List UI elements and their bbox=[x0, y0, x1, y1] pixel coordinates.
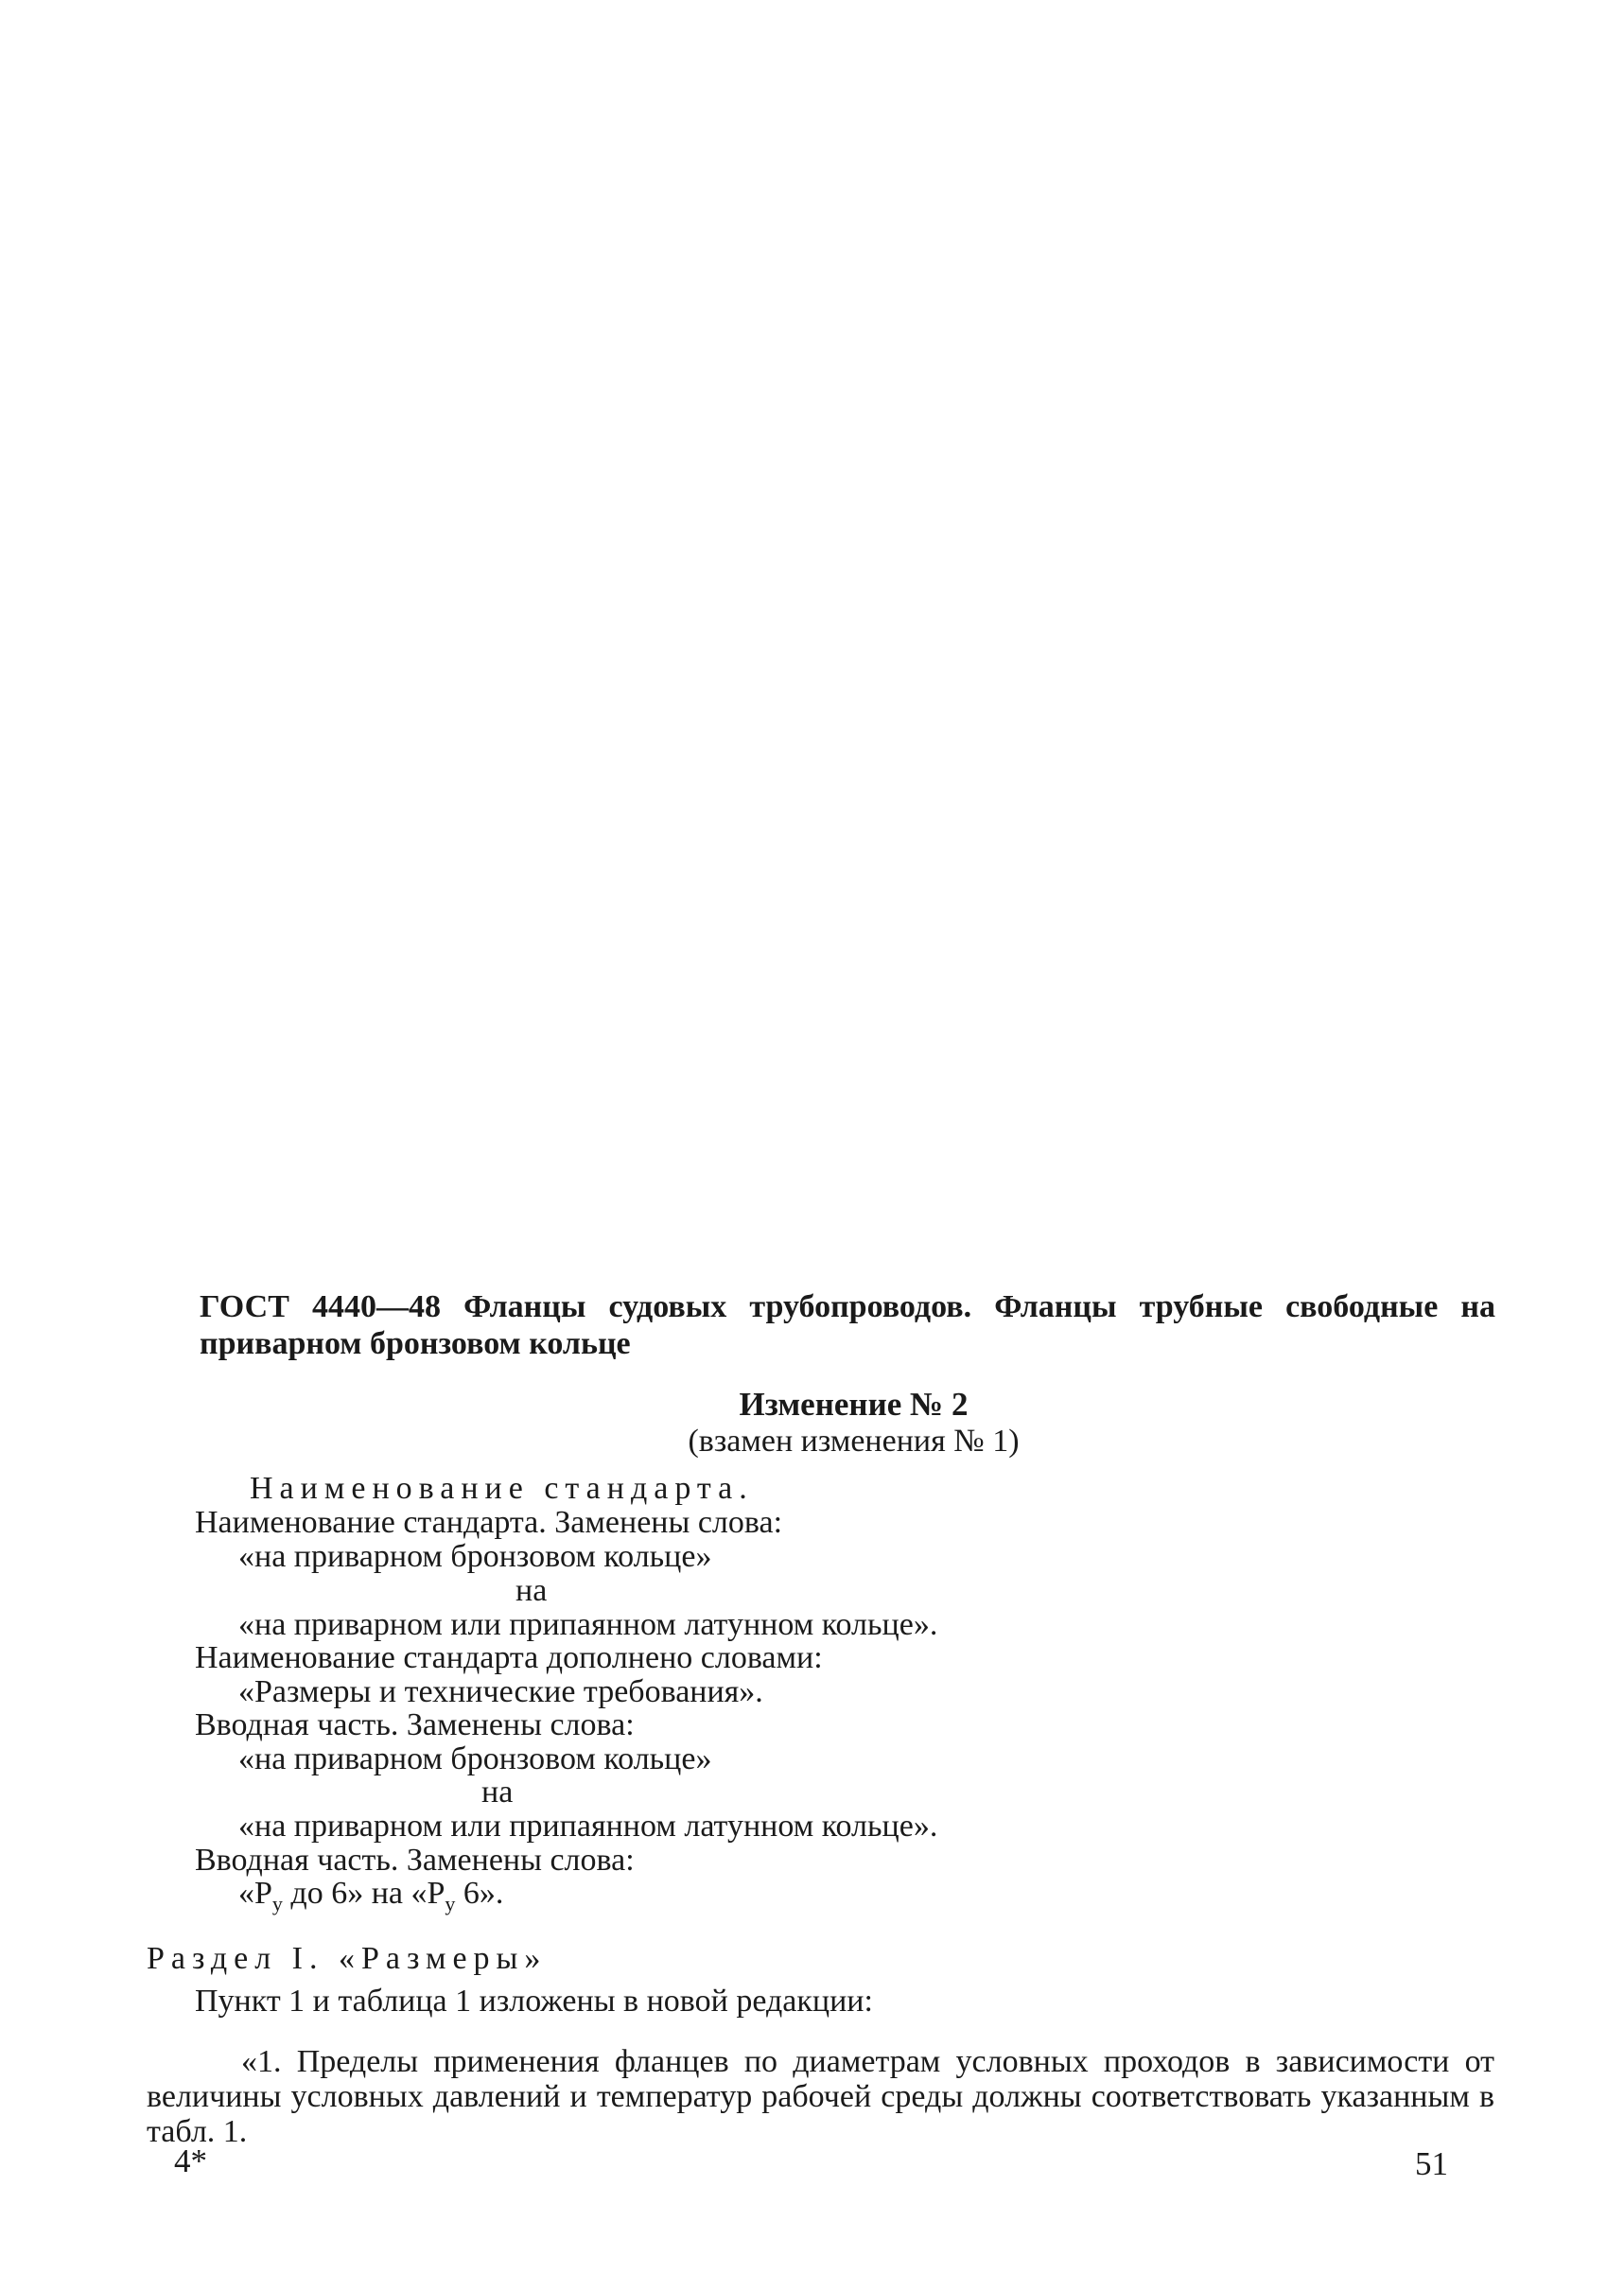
section-heading: Раздел I. «Размеры» bbox=[147, 1941, 548, 1976]
page-number: 51 bbox=[1415, 2145, 1448, 2182]
text-line: «на приварном бронзовом кольце» bbox=[238, 1741, 712, 1776]
text-line: Пункт 1 и таблица 1 изложены в новой редакции: bbox=[195, 1984, 873, 2019]
text-line: на bbox=[515, 1573, 548, 1608]
text-line: Наименование стандарта дополнено словами: bbox=[195, 1640, 823, 1675]
section-heading-name: Наименование стандарта. bbox=[250, 1471, 754, 1506]
pressure-replacement-line: «$P_у$ до 6» на «$P_у$ 6». bbox=[238, 1876, 504, 1915]
change-subtitle: (взамен изменения № 1) bbox=[688, 1424, 1020, 1459]
footer-signature-mark: 4* bbox=[174, 2142, 207, 2179]
change-title: Изменение № 2 bbox=[739, 1386, 969, 1423]
text-line: «Размеры и технические требования». bbox=[238, 1674, 763, 1709]
text-line: Наименование стандарта. Заменены слова: bbox=[195, 1505, 783, 1540]
text-line: на bbox=[481, 1775, 514, 1810]
text-line: «на приварном бронзовом кольце» bbox=[238, 1539, 712, 1574]
text-line: «на приварном или припаянном латунном кольце». bbox=[238, 1809, 938, 1844]
paragraph-1: «1. Пределы применения фланцев по диаметрам условных проходов в зависимости от величины условных давлений и температур рабочей среды должны соответствовать указанным в табл. 1. bbox=[147, 2044, 1494, 2149]
text-line: Вводная часть. Заменены слова: bbox=[195, 1843, 635, 1878]
text-line: Вводная часть. Заменены слова: bbox=[195, 1707, 635, 1742]
text-line: «на приварном или припаянном латунном кольце». bbox=[238, 1607, 938, 1642]
document-title: ГОСТ 4440—48 Фланцы судовых трубопроводов. Фланцы трубные свободные на приварном бронзовом кольце bbox=[200, 1289, 1495, 1361]
